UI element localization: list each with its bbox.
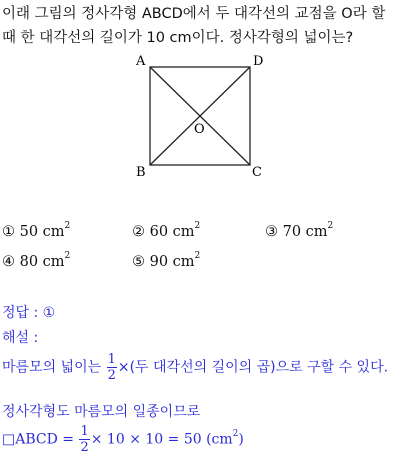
fraction-denominator: 2 xyxy=(107,368,116,383)
explanation-line-3 xyxy=(2,424,244,455)
option-value: 80 cm xyxy=(19,253,65,270)
explanation-label: 해설 : xyxy=(2,330,39,346)
vertex-label-b: B xyxy=(136,165,146,180)
option-5[interactable] xyxy=(132,253,200,270)
fraction-numerator: 1 xyxy=(80,424,89,439)
option-exponent: 2 xyxy=(194,251,201,261)
explanation-line-2: 정사각형도 마름모의 일종이므로 xyxy=(2,404,201,420)
option-exponent: 2 xyxy=(64,221,71,231)
fraction-numerator: 1 xyxy=(107,352,116,367)
option-3[interactable] xyxy=(265,223,333,240)
option-value: 60 cm xyxy=(149,223,195,240)
explanation-line-1-pre: 마름모의 넓이는 xyxy=(2,359,102,376)
option-value: 70 cm xyxy=(282,223,328,240)
answer-text: 정답 : ① xyxy=(2,305,56,321)
option-mark: ② xyxy=(132,223,145,240)
option-mark: ① xyxy=(2,223,15,240)
option-mark: ③ xyxy=(265,223,278,240)
vertex-label-c: C xyxy=(252,165,262,180)
square-figure xyxy=(130,50,270,180)
option-mark: ⑤ xyxy=(132,253,145,270)
explanation-line-1 xyxy=(2,352,388,383)
center-label-o: O xyxy=(194,122,205,137)
vertex-label-a: A xyxy=(136,54,146,69)
option-exponent: 2 xyxy=(194,221,201,231)
explanation-line-3-exponent: 2 xyxy=(232,428,239,439)
fraction-denominator: 2 xyxy=(80,440,89,455)
vertex-label-d: D xyxy=(253,54,264,69)
explanation-line-3-pre: □ABCD = xyxy=(2,431,75,448)
fraction-one-half xyxy=(107,352,117,383)
option-1[interactable] xyxy=(2,223,70,240)
question-line-2: 때 한 대각선의 길이가 10 cm이다. 정사각형의 넓이는? xyxy=(2,30,354,46)
explanation-line-1-post: ×(두 대각선의 길이의 곱)으로 구할 수 있다. xyxy=(117,359,389,376)
option-4[interactable] xyxy=(2,253,70,270)
option-exponent: 2 xyxy=(64,251,71,261)
explanation-line-3-close: ) xyxy=(238,431,244,448)
option-value: 90 cm xyxy=(149,253,195,270)
fraction-one-half xyxy=(79,424,89,455)
option-2[interactable] xyxy=(132,223,200,240)
option-exponent: 2 xyxy=(327,221,334,231)
question-line-1: 이래 그림의 정사각형 ABCD에서 두 대각선의 교점을 O라 할 xyxy=(2,6,386,22)
option-mark: ④ xyxy=(2,253,15,270)
option-value: 50 cm xyxy=(19,223,65,240)
explanation-line-3-post: × 10 × 10 = 50 (cm xyxy=(90,431,233,448)
